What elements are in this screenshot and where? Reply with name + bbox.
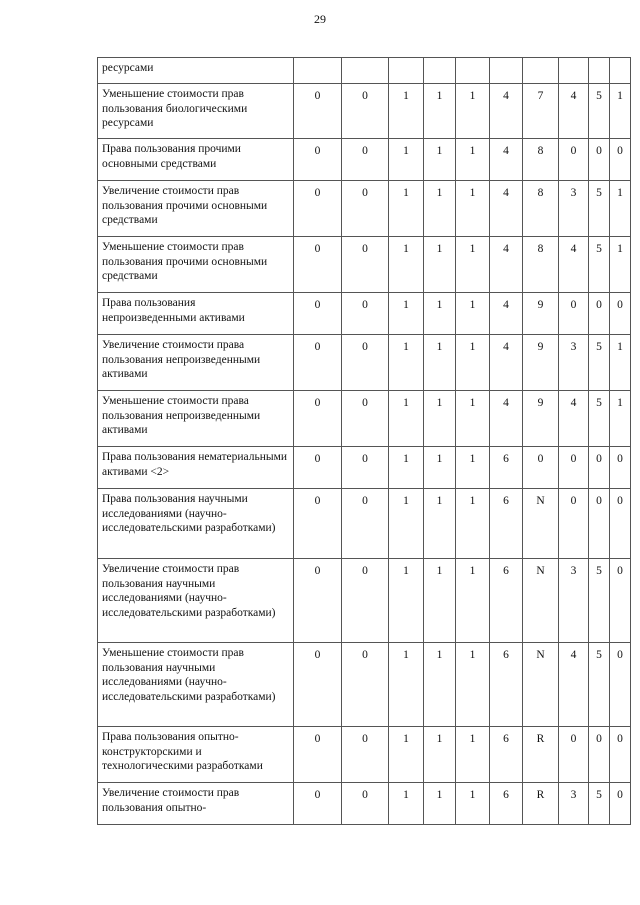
code-digit-cell: 1 xyxy=(424,559,456,643)
code-digit-cell: 1 xyxy=(424,335,456,391)
code-digit-cell: 9 xyxy=(523,391,559,447)
code-digit-cell xyxy=(294,58,342,84)
code-digit-cell: 0 xyxy=(610,489,631,559)
account-name-cell: Уменьшение стоимости прав пользования прочими основными средствами xyxy=(98,237,294,293)
code-digit-cell: 5 xyxy=(589,643,610,727)
code-digit-cell: 0 xyxy=(294,293,342,335)
code-digit-cell: 0 xyxy=(589,139,610,181)
code-digit-cell: 1 xyxy=(456,783,490,825)
code-digit-cell xyxy=(456,58,490,84)
code-digit-cell: 0 xyxy=(342,489,389,559)
code-digit-cell: 1 xyxy=(424,139,456,181)
code-digit-cell: 0 xyxy=(294,335,342,391)
code-digit-cell xyxy=(389,58,424,84)
code-digit-cell xyxy=(424,58,456,84)
code-digit-cell: 0 xyxy=(610,293,631,335)
code-digit-cell: 0 xyxy=(589,293,610,335)
code-digit-cell: 1 xyxy=(456,643,490,727)
code-digit-cell: 6 xyxy=(490,783,523,825)
account-name-cell: Увеличение стоимости права пользования непроизведенными активами xyxy=(98,335,294,391)
code-digit-cell: 0 xyxy=(342,783,389,825)
code-digit-cell: 6 xyxy=(490,447,523,489)
code-digit-cell: 5 xyxy=(589,391,610,447)
page-number: 29 xyxy=(314,12,326,26)
account-name-cell: Права пользования нематериальными активами <2> xyxy=(98,447,294,489)
code-digit-cell: 8 xyxy=(523,139,559,181)
account-name-cell: Увеличение стоимости прав пользования прочими основными средствами xyxy=(98,181,294,237)
code-digit-cell: 0 xyxy=(342,335,389,391)
code-digit-cell: 0 xyxy=(294,391,342,447)
table-row xyxy=(98,559,631,643)
code-digit-cell: 1 xyxy=(424,391,456,447)
code-digit-cell: 1 xyxy=(610,335,631,391)
code-digit-cell: 1 xyxy=(389,181,424,237)
code-digit-cell: 6 xyxy=(490,559,523,643)
code-digit-cell: 0 xyxy=(342,391,389,447)
table-row xyxy=(98,58,631,84)
code-digit-cell: 1 xyxy=(389,489,424,559)
code-digit-cell: 5 xyxy=(589,237,610,293)
code-digit-cell: 1 xyxy=(456,727,490,783)
code-digit-cell: 1 xyxy=(389,139,424,181)
code-digit-cell: 1 xyxy=(389,783,424,825)
code-digit-cell: 1 xyxy=(456,237,490,293)
code-digit-cell xyxy=(523,58,559,84)
code-digit-cell: 0 xyxy=(342,643,389,727)
code-digit-cell: 1 xyxy=(424,447,456,489)
code-digit-cell: 3 xyxy=(559,783,589,825)
account-name-cell: Права пользования опытно-конструкторскими и технологическими разработками xyxy=(98,727,294,783)
table-row xyxy=(98,84,631,139)
code-digit-cell: 4 xyxy=(559,237,589,293)
code-digit-cell: 4 xyxy=(490,84,523,139)
code-digit-cell: 0 xyxy=(342,139,389,181)
code-digit-cell: 1 xyxy=(456,559,490,643)
code-digit-cell: 0 xyxy=(559,139,589,181)
table-row xyxy=(98,727,631,783)
table-row xyxy=(98,643,631,727)
code-digit-cell: 1 xyxy=(610,391,631,447)
code-digit-cell: 1 xyxy=(389,727,424,783)
code-digit-cell: 1 xyxy=(424,181,456,237)
code-digit-cell: N xyxy=(523,643,559,727)
code-digit-cell xyxy=(342,58,389,84)
code-digit-cell: 0 xyxy=(294,84,342,139)
code-digit-cell: 9 xyxy=(523,293,559,335)
code-digit-cell: 4 xyxy=(490,293,523,335)
code-digit-cell: 0 xyxy=(610,559,631,643)
table-row xyxy=(98,335,631,391)
code-digit-cell: 1 xyxy=(424,727,456,783)
code-digit-cell: 0 xyxy=(342,447,389,489)
account-name-cell: Уменьшение стоимости права пользования непроизведенными активами xyxy=(98,391,294,447)
code-digit-cell: 4 xyxy=(490,391,523,447)
code-digit-cell: 0 xyxy=(294,447,342,489)
code-digit-cell: 1 xyxy=(610,84,631,139)
code-digit-cell: 1 xyxy=(456,181,490,237)
code-digit-cell: 1 xyxy=(389,391,424,447)
code-digit-cell: 4 xyxy=(559,84,589,139)
code-digit-cell: 0 xyxy=(610,139,631,181)
code-digit-cell: 4 xyxy=(490,181,523,237)
account-name-cell: Уменьшение стоимости прав пользования научными исследованиями (научно-исследовательскими разработками) xyxy=(98,643,294,727)
table-row xyxy=(98,447,631,489)
account-name-cell: ресурсами xyxy=(98,58,294,84)
table-body xyxy=(98,58,631,825)
code-digit-cell: 1 xyxy=(389,447,424,489)
code-digit-cell: 8 xyxy=(523,181,559,237)
code-digit-cell: 5 xyxy=(589,335,610,391)
code-digit-cell xyxy=(490,58,523,84)
table-row xyxy=(98,783,631,825)
code-digit-cell: 0 xyxy=(294,643,342,727)
account-name-cell: Права пользования научными исследованиями (научно-исследовательскими разработками) xyxy=(98,489,294,559)
code-digit-cell: 1 xyxy=(389,293,424,335)
code-digit-cell: 1 xyxy=(456,139,490,181)
code-digit-cell: 0 xyxy=(294,727,342,783)
code-digit-cell: 1 xyxy=(389,84,424,139)
code-digit-cell: 0 xyxy=(342,727,389,783)
code-digit-cell: 0 xyxy=(589,727,610,783)
code-digit-cell: 0 xyxy=(589,447,610,489)
code-digit-cell: 4 xyxy=(490,335,523,391)
code-digit-cell: 6 xyxy=(490,727,523,783)
code-digit-cell xyxy=(589,58,610,84)
table-row xyxy=(98,237,631,293)
code-digit-cell: 4 xyxy=(559,643,589,727)
code-digit-cell: R xyxy=(523,727,559,783)
code-digit-cell: 0 xyxy=(610,727,631,783)
code-digit-cell: 1 xyxy=(424,293,456,335)
account-name-cell: Права пользования непроизведенными активами xyxy=(98,293,294,335)
code-digit-cell: 1 xyxy=(424,237,456,293)
code-digit-cell: 0 xyxy=(294,783,342,825)
code-digit-cell: 1 xyxy=(456,489,490,559)
code-digit-cell: 0 xyxy=(294,181,342,237)
code-digit-cell: 0 xyxy=(342,237,389,293)
table-row xyxy=(98,139,631,181)
code-digit-cell: 0 xyxy=(610,643,631,727)
code-digit-cell xyxy=(610,58,631,84)
code-digit-cell: 4 xyxy=(490,139,523,181)
code-digit-cell: 6 xyxy=(490,489,523,559)
code-digit-cell: 0 xyxy=(559,489,589,559)
code-digit-cell: 0 xyxy=(342,559,389,643)
code-digit-cell: 0 xyxy=(342,84,389,139)
code-digit-cell: 3 xyxy=(559,559,589,643)
code-digit-cell: N xyxy=(523,559,559,643)
code-digit-cell: 1 xyxy=(389,643,424,727)
code-digit-cell: 1 xyxy=(389,335,424,391)
code-digit-cell: 6 xyxy=(490,643,523,727)
code-digit-cell: 1 xyxy=(456,293,490,335)
code-digit-cell: 0 xyxy=(610,783,631,825)
code-digit-cell: 1 xyxy=(424,84,456,139)
code-digit-cell xyxy=(559,58,589,84)
code-digit-cell: 0 xyxy=(294,139,342,181)
code-digit-cell: 1 xyxy=(456,335,490,391)
code-digit-cell: 0 xyxy=(342,293,389,335)
code-digit-cell: 7 xyxy=(523,84,559,139)
code-digit-cell: 0 xyxy=(610,447,631,489)
code-digit-cell: 8 xyxy=(523,237,559,293)
code-digit-cell: 1 xyxy=(389,559,424,643)
code-digit-cell: 1 xyxy=(610,181,631,237)
code-digit-cell: 1 xyxy=(424,489,456,559)
code-digit-cell: 0 xyxy=(559,293,589,335)
account-name-cell: Увеличение стоимости прав пользования опытно- xyxy=(98,783,294,825)
code-digit-cell: 1 xyxy=(610,237,631,293)
code-digit-cell: 1 xyxy=(456,447,490,489)
code-digit-cell: 5 xyxy=(589,181,610,237)
table-row xyxy=(98,489,631,559)
code-digit-cell: 4 xyxy=(490,237,523,293)
code-digit-cell: 0 xyxy=(342,181,389,237)
table-row xyxy=(98,181,631,237)
code-digit-cell: 0 xyxy=(294,559,342,643)
account-name-cell: Права пользования прочими основными средствами xyxy=(98,139,294,181)
code-digit-cell: 5 xyxy=(589,783,610,825)
code-digit-cell: 1 xyxy=(456,391,490,447)
table-row xyxy=(98,293,631,335)
code-digit-cell: 4 xyxy=(559,391,589,447)
code-digit-cell: 0 xyxy=(589,489,610,559)
code-digit-cell: 1 xyxy=(424,783,456,825)
account-name-cell: Увеличение стоимости прав пользования научными исследованиями (научно-исследовательскими разработками) xyxy=(98,559,294,643)
account-name-cell: Уменьшение стоимости прав пользования биологическими ресурсами xyxy=(98,84,294,139)
code-digit-cell: 0 xyxy=(294,237,342,293)
account-code-table xyxy=(97,57,631,825)
code-digit-cell: 9 xyxy=(523,335,559,391)
code-digit-cell: 1 xyxy=(456,84,490,139)
code-digit-cell: 1 xyxy=(389,237,424,293)
code-digit-cell: 3 xyxy=(559,181,589,237)
code-digit-cell: 3 xyxy=(559,335,589,391)
table-row xyxy=(98,391,631,447)
code-digit-cell: 5 xyxy=(589,559,610,643)
code-digit-cell: 0 xyxy=(559,447,589,489)
code-digit-cell: 0 xyxy=(559,727,589,783)
code-digit-cell: 0 xyxy=(294,489,342,559)
code-digit-cell: R xyxy=(523,783,559,825)
code-digit-cell: 0 xyxy=(523,447,559,489)
code-digit-cell: 5 xyxy=(589,84,610,139)
code-digit-cell: N xyxy=(523,489,559,559)
code-digit-cell: 1 xyxy=(424,643,456,727)
